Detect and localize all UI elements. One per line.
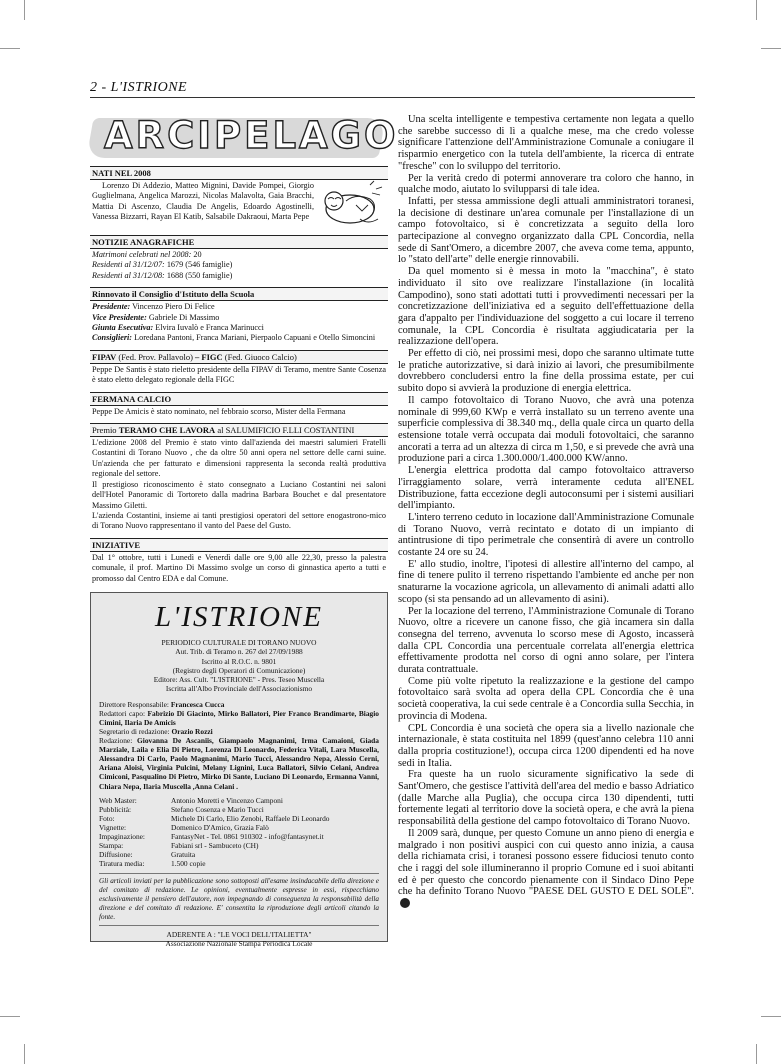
article-paragraph: Per effetto di ciò, nei prossimi mesi, dopo che saranno ultimate tutte le pratiche autorizzative, si darà inizio ai lavori, che presumibilmente dovrebbero concludersi entro la fine della prossima estate, per cui subito dopo si avvierà la produzione di energia elettrica. bbox=[398, 348, 694, 395]
crop-mark bbox=[0, 48, 20, 49]
section-paragraph: Il prestigioso riconoscimento è stato consegnato a Luciano Costantini nei saloni dell'Hotel Panoramic di Tortoreto dalla madrina Barbara Bouchet e dal presentatore Massimo Giletti. bbox=[92, 479, 386, 510]
section-consiglio bbox=[90, 287, 388, 344]
article-paragraph: L'energia elettrica prodotta dal campo fotovoltaico attraverso l'irraggiamento solare, verrà interamente ceduta all'ENEL Distribuzione, fatta eccezione degli autoconsumi per i sistemi ausiliari dell'impianto. bbox=[398, 465, 694, 512]
section-title: Premio TERAMO CHE LAVORA al SALUMIFICIO F.LLI COSTANTINI bbox=[90, 423, 388, 437]
section-premio bbox=[90, 423, 388, 532]
page-number-title: 2 - L'ISTRIONE bbox=[90, 80, 188, 95]
article-paragraph: CPL Concordia è una società che opera sia a livello nazionale che internazionale, è stata costituita nel 1899 (quest'anno celebra 110 anni dalla propria costituzione!), occupa circa 1200 dipendenti ed ha nove sedi in Italia. bbox=[398, 722, 694, 769]
article-paragraph: Fra queste ha un ruolo sicuramente significativo la sede di Sant'Omero, che gestisce l'attività dell'area del medio e basso Adriatico (dalle Marche alla Puglia), che occupa circa 130 dipendenti, tutti fortemente legati al territorio dove la società opera, e che avrà la piena responsabilità della gestione del campo fotovoltaico di Torano Nuovo. bbox=[398, 769, 694, 828]
crop-mark bbox=[756, 1044, 757, 1064]
staff-line: Segretario di redazione: Orazio Rozzi bbox=[99, 727, 213, 736]
staff-line: Direttore Responsabile: Francesca Cucca bbox=[99, 699, 225, 709]
staff-line: Redattori capo: Fabrizio Di Giacinto, Mirko Ballatori, Pier Franco Brandimarte, Biagio Cimini, Ilaria De Amicis bbox=[99, 708, 380, 727]
masthead-info: PERIODICO CULTURALE DI TORANO NUOVO Aut. Trib. di Teramo n. 267 del 27/09/1988 Iscritto al R.O.C. n. 9801 (Registro degli Operatori di Comunicazione) Editore: Ass. Cult. "L'ISTRIONE" - Pres. Teseo Muscella Iscritta all'Albo Provinciale dell'Associazionismo bbox=[153, 637, 325, 694]
stat-line: Residenti al 31/12/08: 1688 (550 famiglie) bbox=[92, 270, 233, 280]
aderente-note: ADERENTE A : "LE VOCI DELL'ITALIETTA" Associazione Nazionale Stampa Periodica Locale bbox=[165, 929, 313, 948]
article-paragraph: Il campo fotovoltaico di Torano Nuovo, che avrà una potenza nominale di 999,60 KWp e verrà installato su un terreno avente una superficie complessiva di 38.340 mq., della quale circa un quarto della estensione totale verrà occupata dai moduli fotovoltaici, che saranno ancorati a terra ad un altezza di circa m 1,50, e si prevede che avrà una produzione pari a circa 1.300.000/1.400.000 KW/anno. bbox=[398, 394, 694, 465]
credits-table: Web Master: Antonio Moretti e Vincenzo Camponi Pubblicità: Stefano Cosenza e Mario Tucci Foto: Michele Di Carlo, Elio Zenobi, Raffaele Di Leonardo Vignette: Domenico D'Amico, Grazia Falò Impaginazione: FantasyNet - Tel. 0861 910302 - info@fantasynet.it Stampa: Fabiani srl - Sambuceto (CH) Diffusione: Gratuita Tiratura media: 1.500 copie bbox=[99, 795, 330, 868]
left-column bbox=[90, 110, 399, 1010]
staff-list bbox=[99, 700, 379, 791]
section-title: FIPAV (Fed. Prov. Pallavolo) – FIGC (Fed. Giuoco Calcio) bbox=[90, 350, 388, 364]
crop-mark bbox=[24, 0, 25, 20]
section-title: NOTIZIE ANAGRAFICHE bbox=[90, 235, 388, 249]
crop-mark bbox=[761, 1016, 781, 1017]
section-title: FERMANA CALCIO bbox=[90, 392, 388, 406]
section-fipav bbox=[90, 350, 388, 386]
page-header bbox=[90, 78, 695, 98]
section-title: INIZIATIVE bbox=[90, 538, 388, 552]
section-title: NATI NEL 2008 bbox=[90, 166, 388, 180]
disclaimer: Gli articoli inviati per la pubblicazione sono sottoposti all'esame insindacabile della direzione e del comitato di redazione. Le opinioni, eventualmente espresse in essi, rispecchiano esclusivamente il pensiero dell'autore, non impegnando di conseguenza la responsabilità della direzione e del comitato di redazione. E' consentita la riproduzione degli articoli citando la fonte. bbox=[99, 873, 379, 926]
article-paragraph: Per la locazione del terreno, l'Amministrazione Comunale di Torano Nuovo, oltre a ricevere un canone fisso, che già incamera sin dalla consegna del terreno, avvenuta lo scorso mese di Agosto, incasserà dalla CPL Concordia una percentuale correlata all'energia elettrica effettivamente prodotta nel corso di ogni anno solare, per l'intera durata contrattuale. bbox=[398, 605, 694, 676]
article-paragraph: Da quel momento si è messa in moto la "macchina", è stato individuato il sito ove realizzare l'installazione (in località Campodino), sono stati adottati tutti i provvedimenti necessari per la concretizzazione dell'iniziativa ed a seguito dell'effettuazione della gara d'appalto per l'individuazione del soggetto a cui locare il terreno comunale, la CPL Concordia è risultata aggiudicataria per la realizzazione dell'opera. bbox=[398, 266, 694, 348]
role-line: Consiglieri: Loredana Pantoni, Franca Mariani, Pierpaolo Capuani e Otello Simoncini bbox=[92, 333, 376, 343]
crop-mark bbox=[756, 0, 757, 20]
role-line: Vice Presidente: Gabriele Di Massimo bbox=[92, 312, 220, 322]
crop-mark bbox=[0, 1016, 20, 1017]
role-line: Presidente: Vincenzo Piero Di Felice bbox=[92, 302, 215, 312]
end-mark-icon bbox=[400, 898, 410, 908]
article-paragraph: Come più volte ripetuto la realizzazione e la gestione del campo fotovoltaico sarà svolta ad opera della CPL Concordia che è una società cooperativa, la cui sede centrale è a Concordia sulla Secchia, in provincia di Modena. bbox=[398, 675, 694, 722]
section-text: Lorenzo Di Addezio, Matteo Mignini, Davide Pompei, Giorgio Guglielmana, Angelica Marozzi, Nicolas Malavolta, Gaia Bracchi, Mattia Di Ascenzo, Claudia De Angelis, Edoardo Agostinelli, Vanessa Bizzarri, Rayan El Katib, Salsabile Dakraoui, Marta Pepe bbox=[92, 181, 314, 222]
newborn-illustration-icon bbox=[320, 179, 386, 229]
section-text: Dal 1° ottobre, tutti i Lunedì e Venerdì dalle ore 9,00 alle 22,30, presso la palestra comunale, il prof. Martino Di Massimo svolge un corso di ginnastica aperto a tutti e promosso dal Centro EDA e dal Comune. bbox=[92, 552, 386, 583]
section-fermana bbox=[90, 392, 388, 417]
section-text: Peppe De Santis è stato rieletto presidente della FIPAV di Teramo, mentre Sante Cosenza è stato eletto delegato regionale della FIGC bbox=[92, 364, 386, 385]
stat-line: Matrimoni celebrati nel 2008: 20 bbox=[92, 250, 202, 259]
section-nati bbox=[90, 166, 388, 229]
article-paragraph: Per la verità credo di potermi annoverare tra coloro che hanno, in qualche modo, aiutato lo svilupparsi di tale idea. bbox=[398, 172, 694, 196]
section-paragraph: L'azienda Costantini, insieme ai tanti prestigiosi operatori del settore enogastrono-mico di Torano Nuovo rappresentano il vanto del Paese del Gusto. bbox=[92, 510, 386, 531]
article-paragraph: Infatti, per stessa ammissione degli attuali amministratori toranesi, la decisione di destinare un'area comunale per l'installazione di un campo fotovoltaico, si è concretizzata a seguito della loro partecipazione al convegno organizzato dalla CPL Concordia, nella sede di Sant'Omero, a dicembre 2007, che aveva come tema, appunto, lo "stato dell'arte" delle energie rinnovabili. bbox=[398, 195, 694, 266]
article-paragraph: E' allo studio, inoltre, l'ipotesi di allestire all'interno del campo, al fine di tenere pulito il terreno rispettando l'ambiente ed anche per non snaturarne la vocazione agricola, un allevamento di animali adatti allo scopo (si sta pensando ad un allevamento di asini). bbox=[398, 558, 694, 605]
crop-mark bbox=[761, 48, 781, 49]
crop-mark bbox=[24, 1044, 25, 1064]
section-text: Peppe De Amicis è stato nominato, nel febbraio scorso, Mister della Fermana bbox=[92, 406, 346, 416]
masthead-title: L'ISTRIONE bbox=[155, 600, 323, 633]
column-title: ARCIPELAGO bbox=[104, 114, 399, 157]
article-paragraph: Una scelta intelligente e tempestiva certamente non legata a quello che sarebbe successo di lì a qualche mese, ma che credo volesse significare l'attenzione dell'Amministrazione Comunale a coniugare il risparmio energetico con la tutela dell'ambiente, la ricerca di entrate "fresche" con lo sviluppo del territorio. bbox=[398, 114, 694, 172]
masthead-box bbox=[90, 592, 388, 948]
staff-line: Redazione: Giovanna De Ascaniis, Giampaolo Magnanimi, Irma Camaioni, Giada Marziale, Laila e Elia Di Pietro, Lorenza Di Leonardo, Federica Vitali, Lara Muscella, Alessandra Di Carlo, Paolo Magnanimi, Mario Tucci, Alessandro Nepa, Alessio Cerni, Ariana Aloisi, Virginia Pulcini, Melany Lignini, Luca Ballatori, Silvio Celani, Andrea Cimiconi, Pasqualino Di Pietro, Mirko Di Sante, Luciano Di Leonardo, Ermanna Vanni, Chiara Nepa, Ilaria Muscella ,Anna Celani . bbox=[99, 736, 379, 791]
article-paragraph-last: Il 2009 sarà, dunque, per questo Comune un anno pieno di energia e malgrado i non positivi auspici con cui questo anno inizia, a causa della richiamata crisi, i toranesi possono essere fiduciosi tenuto conto che i raggi del sole illumineranno il proprio Comune ed i suoi abitanti ed è per questo che concordo pienamente con il Sindaco Dino Pepe che ha definito Torano Nuovo "PAESE DEL GUSTO E DEL SOLE". bbox=[398, 828, 694, 911]
article-column bbox=[398, 114, 694, 1004]
section-iniziative bbox=[90, 538, 388, 584]
section-anagrafiche bbox=[90, 235, 388, 281]
section-paragraph: L'edizione 2008 del Premio è stato vinto dall'azienda dei maestri salumieri Fratelli Costantini di Torano Nuovo , che da oltre 50 anni opera nel settore delle carni suine. Un'azienda che per fatturato e dimensioni rappresenta la seconda realtà produttiva regionale del settore. bbox=[92, 438, 386, 479]
stat-line: Residenti al 31/12/07: 1679 (546 famiglie) bbox=[92, 260, 233, 270]
role-line: Giunta Esecutiva: Elvira Iuvalò e Franca Marinucci bbox=[92, 323, 264, 333]
article-paragraph: L'intero terreno ceduto in locazione dall'Amministrazione Comunale di Torano Nuovo, verrà recintato e dotato di un impianto di antintrusione di tipo perimetrale che consentirà di avere un controllo costante 24 ore su 24. bbox=[398, 511, 694, 559]
column-title-banner bbox=[90, 110, 399, 160]
section-title: Rinnovato il Consiglio d'Istituto della Scuola bbox=[90, 287, 388, 301]
